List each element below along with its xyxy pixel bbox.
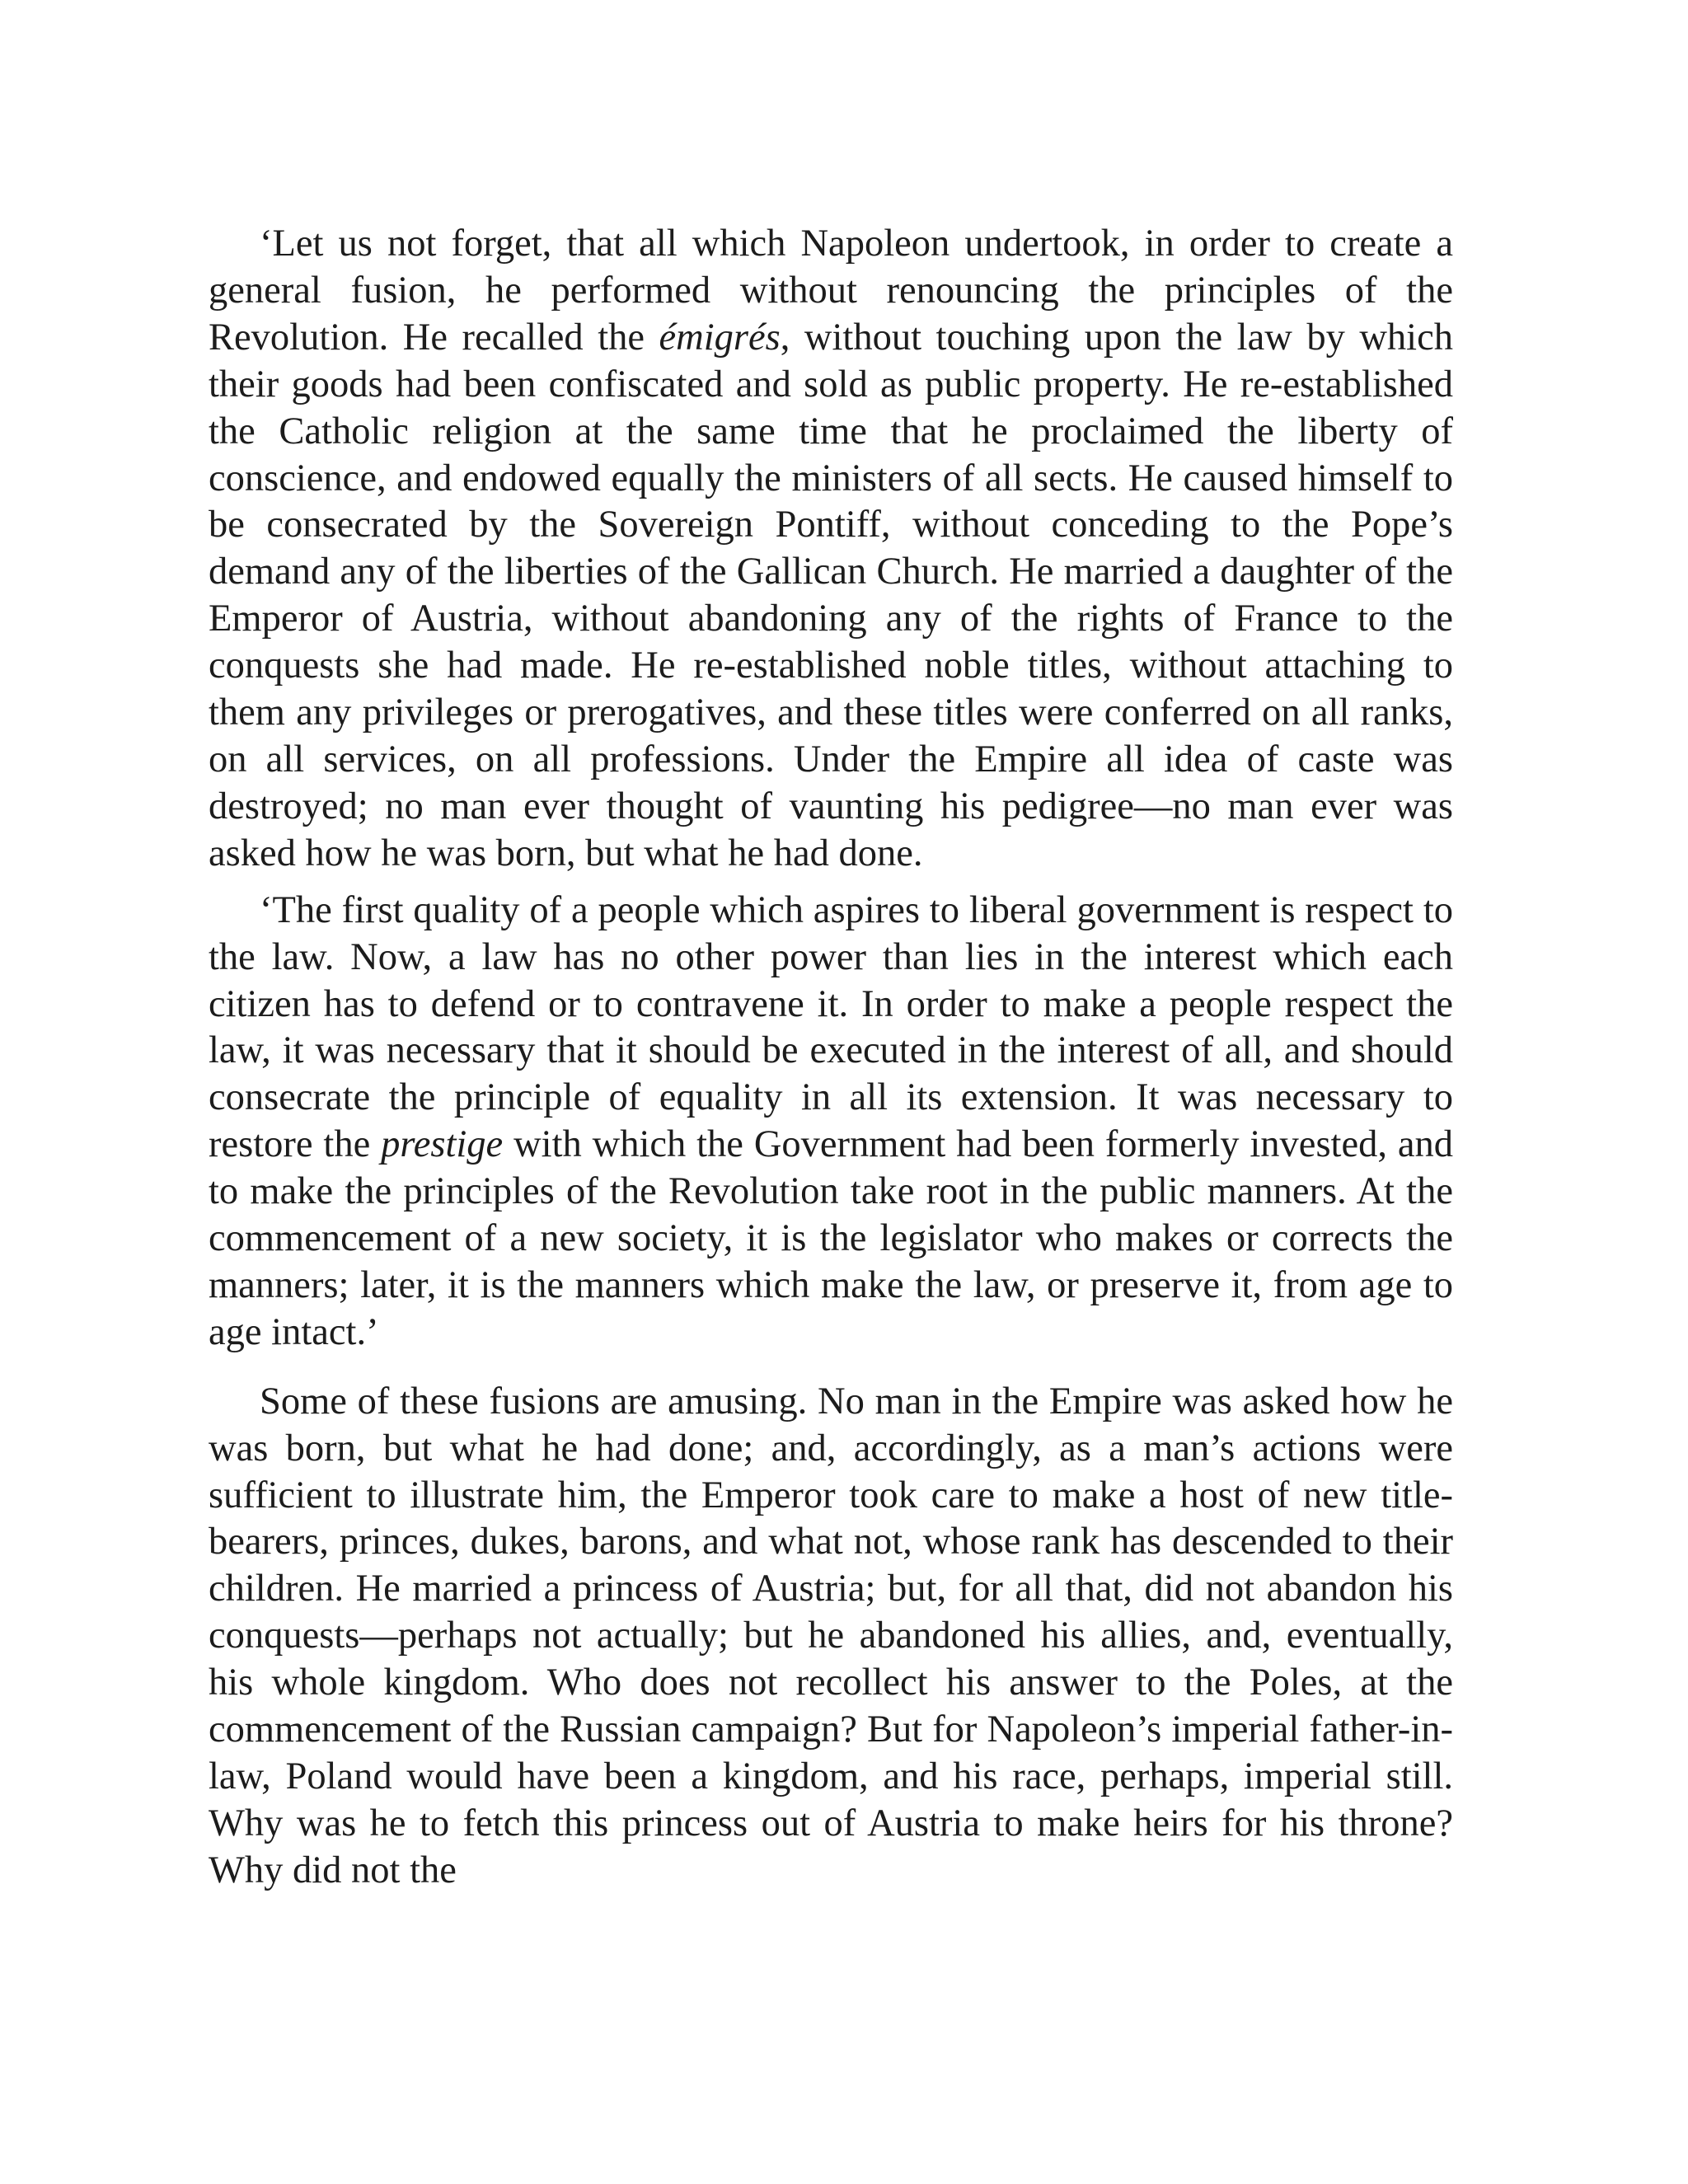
paragraph-respect-law [209, 888, 1453, 1357]
text-segment: , without touching upon the law by which their goods had been confiscated and sold as public property. He re-established the Catholic religion at the same time that he proclaimed the liberty of conscience, and endowed equally the ministers of all sects. He caused himself to be consecrated by the Sovereign Pontiff, without conceding to the Pope’s demand any of the liberties of the Gallican Church. He married a daughter of the Emperor of Austria, without abandoning any of the rights of France to the conquests she had made. He re-established noble titles, without attaching to them any privileges or prerogatives, and these titles were conferred on all ranks, on all services, on all professions. Under the Empire all idea of caste was destroyed; no man ever thought of vaunting his pedigree—no man ever was asked how he was born, but what he had done. [209, 316, 1453, 874]
italic-term-emigres: émigrés [659, 316, 781, 359]
italic-term-prestige: prestige [381, 1123, 504, 1166]
text-segment: Some of these fusions are amusing. No man in the Empire was asked how he was born, but what he had done; and, accordingly, as a man’s actions were sufficient to illustrate him, the Emperor took care to make a host of new title-bearers, princes, dukes, barons, and what not, whose rank has descended to their children. He married a princess of Austria; but, for all that, did not abandon his conquests—perhaps not actually; but he abandoned his allies, and, eventually, his whole kingdom. Who does not recollect his answer to the Poles, at the commencement of the Russian campaign? But for Napoleon’s imperial father-in-law, Poland would have been a kingdom, and his race, perhaps, imperial still. Why was he to fetch this princess out of Austria to make heirs for his throne? Why did not the [209, 1380, 1453, 1891]
text-segment: ‘Let us not forget, that all which Napoleon undertook, in order to create a general fusion, he performed without renouncing the principles of the Revolution. He recalled the [209, 223, 1453, 359]
text-segment: ‘The first quality of a people which aspires to liberal government is respect to the law. Now, a law has no other power than lies in the interest which each citizen has to defend or to contravene it. In order to make a people respect the law, it was necessary that it should be executed in the interest of all, and should consecrate the principle of equality in all its extension. It was necessary to restore the [209, 888, 1453, 1166]
paragraph-napoleon-fusion [209, 221, 1453, 878]
text-segment: with which the Government had been formerly invested, and to make the principles of the Revolution take root in the public manners. At the commencement of a new society, it is the legislator who makes or corrects the manners; later, it is the manners which make the law, or preserve it, from age to age intact.’ [209, 1123, 1453, 1353]
page-text [209, 221, 1453, 1895]
paragraph-commentary [209, 1379, 1453, 1895]
